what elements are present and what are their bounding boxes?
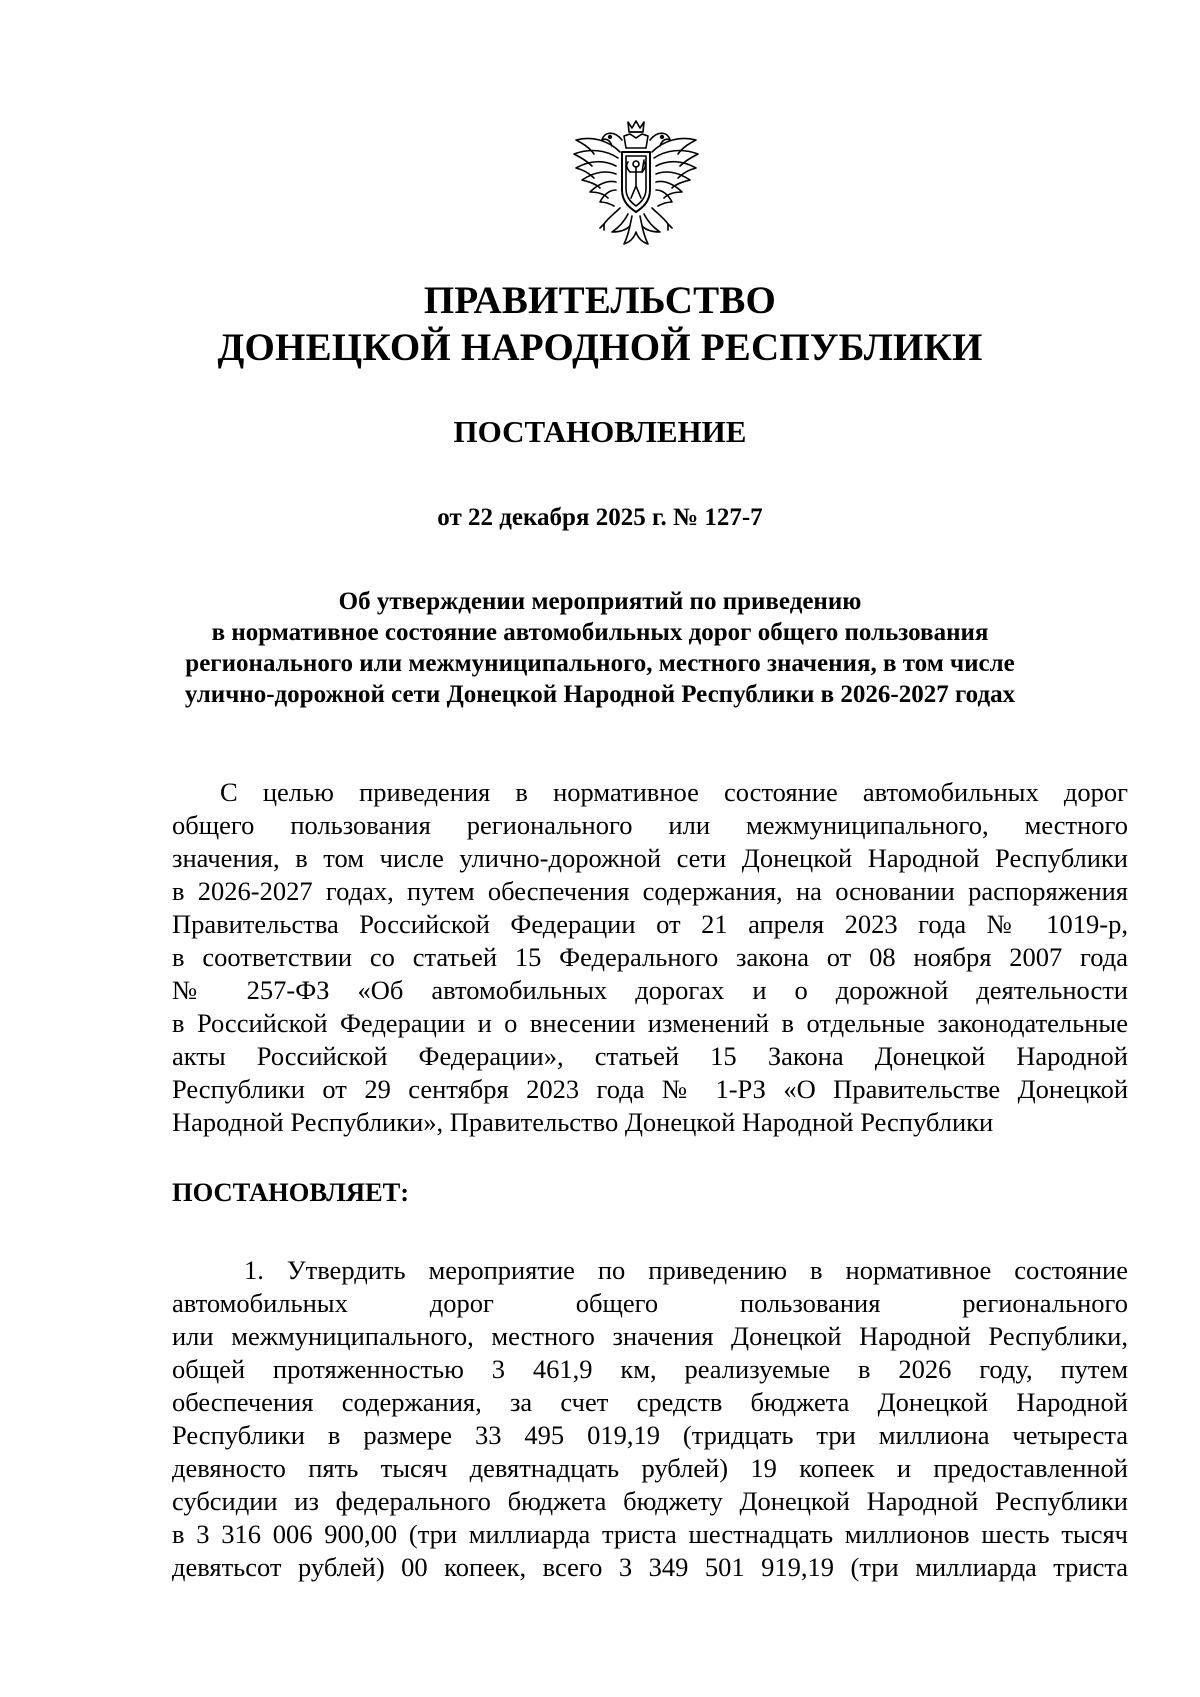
decree-heading: ПОСТАНОВЛЯЕТ: xyxy=(172,1177,410,1207)
preamble-line: в Российской Федерации и о внесении изменений в отдельные законодательные xyxy=(172,1008,1128,1038)
preamble-line: в соответствии со статьей 15 Федерального закона от 08 ноября 2007 года xyxy=(172,942,1128,972)
preamble-line: общего пользования регионального или межмуниципального, местного xyxy=(172,810,1128,840)
preamble-line: значения, в том числе улично-дорожной сети Донецкой Народной Республики xyxy=(172,843,1128,873)
preamble-line: Правительства Российской Федерации от 21 апреля 2023 года № 1019-р, xyxy=(172,909,1128,939)
item-1-line: девятьсот рублей) 00 копеек, всего 3 349 501 919,19 (три миллиарда триста xyxy=(172,1552,1128,1582)
preamble-line: акты Российской Федерации», статьей 15 Закона Донецкой Народной xyxy=(172,1041,1128,1071)
item-1-line: субсидии из федерального бюджета бюджету Донецкой Народной Республики xyxy=(172,1486,1128,1516)
item-1-paragraph xyxy=(172,1254,1128,1584)
item-1-line: обеспечения содержания, за счет средств бюджета Донецкой Народной xyxy=(172,1387,1128,1417)
item-1-line: автомобильных дорог общего пользования регионального xyxy=(172,1288,1128,1318)
preamble-line: Народной Республики», Правительство Донецкой Народной Республики xyxy=(172,1107,994,1137)
preamble-line: С целью приведения в нормативное состояние автомобильных дорог xyxy=(220,777,1128,807)
preamble-line: Республики от 29 сентября 2023 года № 1-РЗ «О Правительстве Донецкой xyxy=(172,1074,1128,1104)
item-1-line: 1. Утвердить мероприятие по приведению в нормативное состояние xyxy=(244,1255,1128,1285)
document-type-title: ПОСТАНОВЛЕНИЕ xyxy=(453,414,747,449)
subject-line: в нормативное состояние автомобильных дорог общего пользования xyxy=(211,619,989,646)
document-subject xyxy=(160,586,1040,710)
item-1-line: в 3 316 006 900,00 (три миллиарда триста шестнадцать миллионов шесть тысяч xyxy=(172,1519,1128,1549)
subject-line: регионального или межмуниципального, местного значения, в том числе xyxy=(185,650,1015,677)
item-1-line: или межмуниципального, местного значения Донецкой Народной Республики, xyxy=(172,1321,1128,1351)
preamble-line: в 2026-2027 годах, путем обеспечения содержания, на основании распоряжения xyxy=(172,876,1128,906)
coat-of-arms-eagle-icon xyxy=(568,118,704,258)
item-1-line: девяносто пять тысяч девятнадцать рублей) 19 копеек и предоставленной xyxy=(172,1453,1128,1483)
government-title-line2: ДОНЕЦКОЙ НАРОДНОЙ РЕСПУБЛИКИ xyxy=(217,326,983,369)
item-1-line: общей протяженностью 3 461,9 км, реализуемые в 2026 году, путем xyxy=(172,1354,1128,1384)
subject-line: улично-дорожной сети Донецкой Народной Республики в 2026-2027 годах xyxy=(184,681,1016,708)
government-title-line1: ПРАВИТЕЛЬСТВО xyxy=(423,279,777,322)
preamble-line: № 257-ФЗ «Об автомобильных дорогах и о дорожной деятельности xyxy=(172,975,1128,1005)
item-1-line: Республики в размере 33 495 019,19 (тридцать три миллиона четыреста xyxy=(172,1420,1128,1450)
document-date-number: от 22 декабря 2025 г. № 127-7 xyxy=(437,504,763,531)
preamble-paragraph xyxy=(172,776,1128,1139)
subject-line: Об утверждении мероприятий по приведению xyxy=(338,588,862,615)
